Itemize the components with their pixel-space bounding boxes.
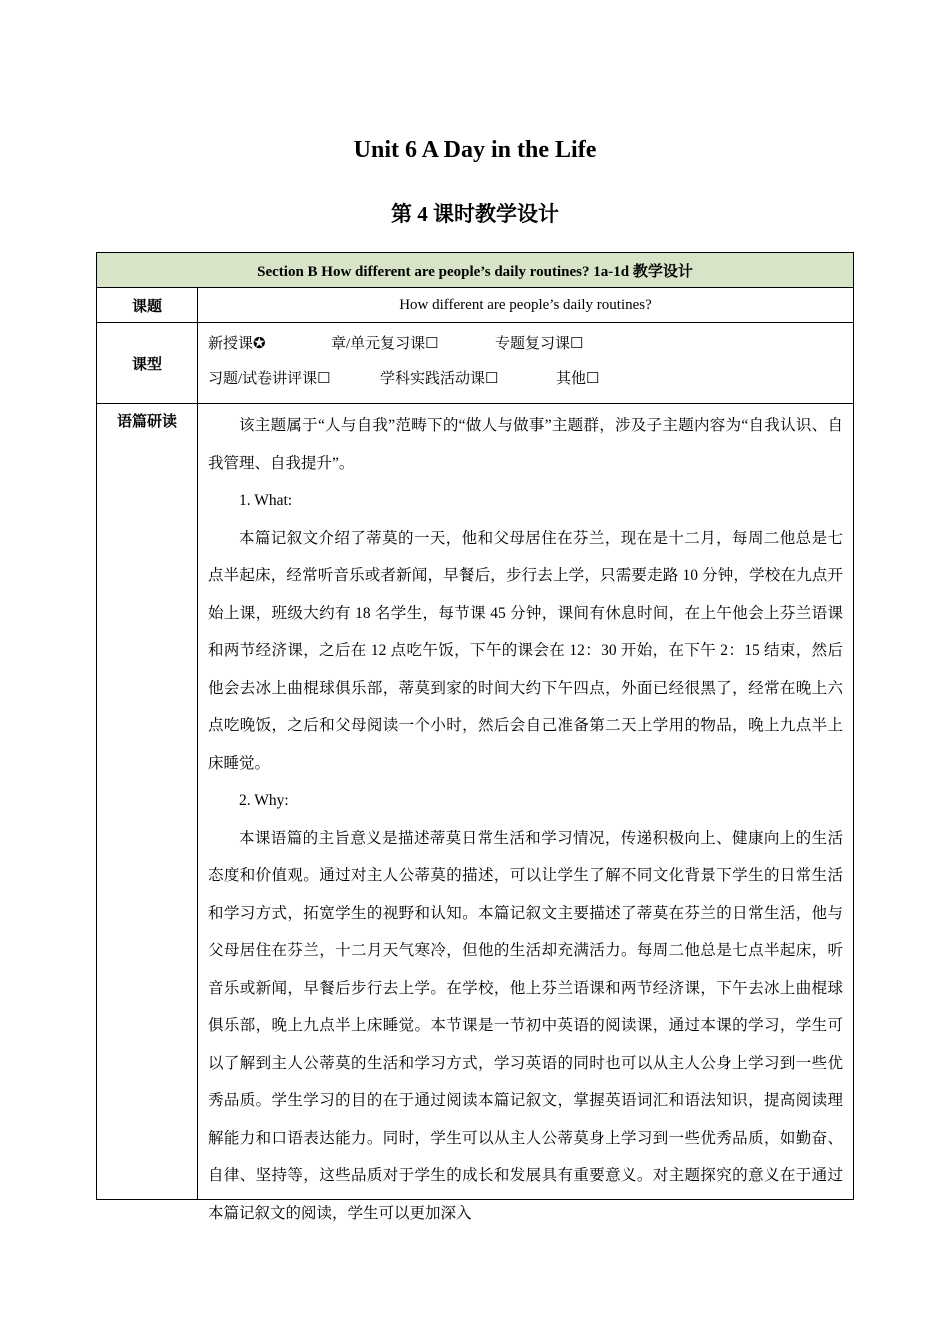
reading-analysis-row — [97, 404, 854, 1200]
option-practice-activity[interactable]: 学科实践活动课☐ — [380, 371, 499, 387]
reading-heading-why: 2. Why: — [239, 792, 289, 809]
table-header-row — [97, 253, 854, 288]
document-title: Unit 6 A Day in the Life — [353, 137, 597, 163]
reading-analysis-body — [198, 404, 854, 1222]
reading-heading-what: 1. What: — [239, 492, 293, 509]
option-topic-review[interactable]: 专题复习课☐ — [495, 336, 584, 352]
topic-label: 课题 — [97, 288, 198, 323]
lesson-type-label: 课型 — [97, 323, 198, 404]
lesson-type-options — [198, 323, 854, 404]
topic-value: How different are people’s daily routines? — [198, 288, 854, 323]
option-exercise-review[interactable]: 习题/试卷讲评课☐ — [208, 371, 331, 387]
table-header: Section B How different are people’s daily routines? 1a-1d 教学设计 — [97, 253, 854, 288]
lesson-design-table — [96, 252, 854, 1222]
reading-analysis-label: 语篇研读 — [97, 404, 198, 1200]
lesson-type-row — [97, 323, 854, 404]
document-subtitle: 第 4 课时教学设计 — [391, 202, 559, 226]
option-unit-review[interactable]: 章/单元复习课☐ — [331, 336, 439, 352]
option-new-lesson[interactable]: 新授课✪ — [208, 336, 266, 352]
topic-row — [97, 288, 854, 323]
lesson-type-line-1 — [208, 327, 843, 362]
reading-paragraph-what: 本篇记叙文介绍了蒂莫的一天，他和父母居住在芬兰，现在是十二月，每周二他总是七点半起床，经常听音乐或者新闻，早餐后，步行去上学，只需要走路 10 分钟，学校在九点开始上课，班级大约有 18 名学生，每节课 45 分钟，课间有休息时间，在上午他会上芬兰语课和两节经济课，之后在 12 点吃午饭，下午的课会在 12：30 开始，在下午 2：15 结束，然后他会去冰上曲棍球俱乐部，蒂莫到家的时间大约下午四点，外面已经很黑了，经常在晚上六点吃晚饭，之后和父母阅读一个小时，然后会自己准备第二天上学用的物品，晚上九点半上床睡觉。 — [208, 529, 843, 772]
lesson-type-line-2 — [208, 362, 843, 397]
reading-analysis-content — [208, 407, 843, 1222]
option-other[interactable]: 其他☐ — [556, 371, 600, 387]
reading-paragraph-why: 本课语篇的主旨意义是描述蒂莫日常生活和学习情况，传递积极向上、健康向上的生活态度和价值观。通过对主人公蒂莫的描述，可以让学生了解不同文化背景下学生的日常生活和学习方式，拓宽学生的视野和认知。本篇记叙文主要描述了蒂莫在芬兰的日常生活，他与父母居住在芬兰，十二月天气寒冷，但他的生活却充满活力。每周二他总是七点半起床，听音乐或新闻，早餐后步行去上学。在学校，他上芬兰语课和两节经济课，下午去冰上曲棍球俱乐部，晚上九点半上床睡觉。本节课是一节初中英语的阅读课，通过本课的学习，学生可以了解到主人公蒂莫的生活和学习方式，学习英语的同时也可以从主人公身上学习到一些优秀品质。学生学习的目的在于通过阅读本篇记叙文，掌握英语词汇和语法知识，提高阅读理解能力和口语表达能力。同时，学生可以从主人公蒂莫身上学习到一些优秀品质，如勤奋、自律、坚持等，这些品质对于学生的成长和发展具有重要意义。对主题探究的意义在于通过本篇记叙文的阅读，学生可以更加深入 — [208, 829, 843, 1222]
reading-paragraph-theme: 该主题属于“人与自我”范畴下的“做人与做事”主题群，涉及子主题内容为“自我认识、自我管理、自我提升”。 — [208, 417, 843, 472]
